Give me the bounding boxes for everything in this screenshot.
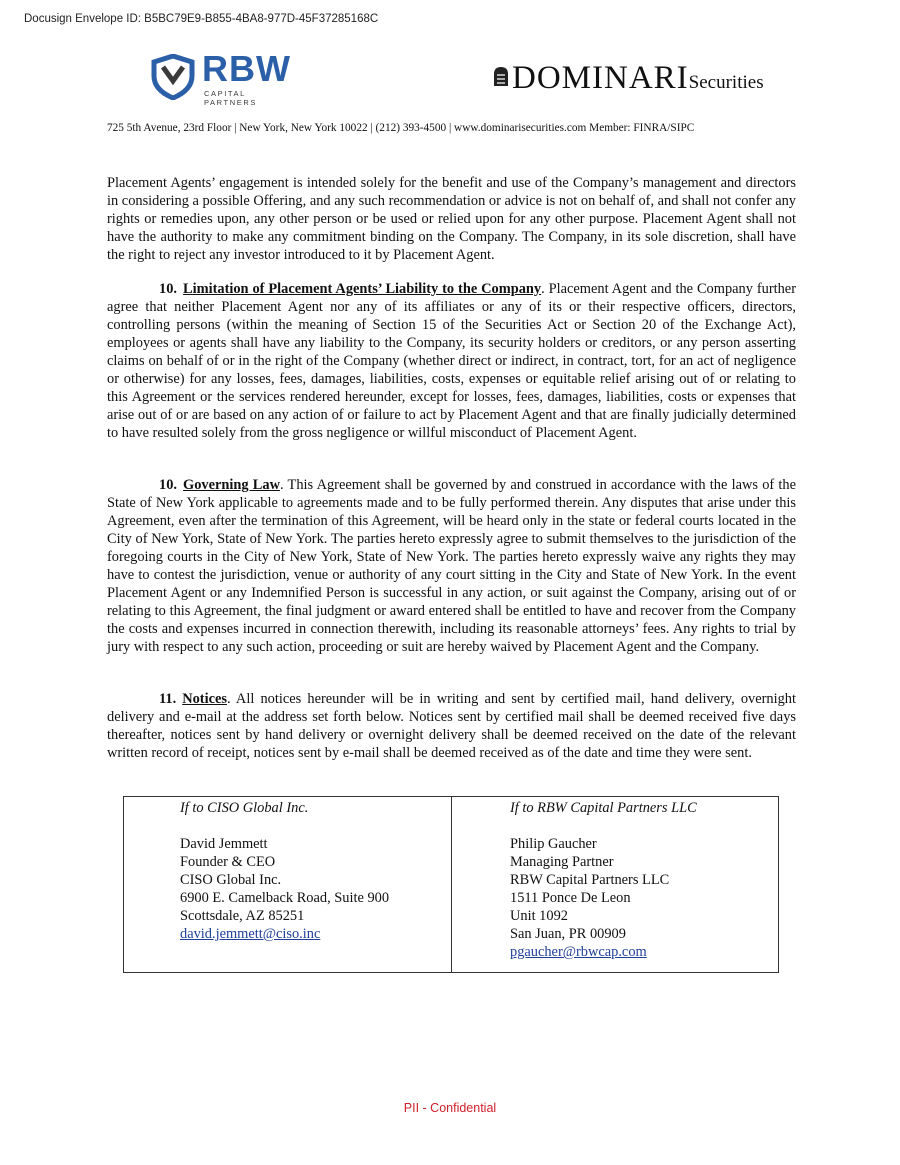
section-heading: Governing Law <box>183 477 280 493</box>
contact-name: David Jemmett <box>180 836 268 852</box>
section-text: . Placement Agent and the Company further agree that neither Placement Agent nor any of its affiliates or any of its or their respective officers, directors, controlling persons (within the meaning of Section 15 of the Securities Act or Section 20 of the Exchange Act), employees or agents shall have any liability to the Company, its security holders or creditors, or any person asserting claims on behalf of or in the right of the Company (whether direct or indirect, in contract, tort, for an act of negligence or otherwise) for any losses, fees, damages, liabilities, costs, expenses or equitable relief arising out of or relating to this Agreement or the services rendered hereunder, except for losses, fees, damages, liabilities, costs or expenses that arise out of or are based on any action of or failure to act by Placement Agent and that are finally judicially determined to have resulted solely from the gross negligence or willful misconduct of Placement Agent. <box>107 281 796 441</box>
paragraph-governing-law <box>107 476 796 656</box>
dominari-logo-suffix: Securities <box>688 72 764 93</box>
contact-title: Managing Partner <box>510 854 614 870</box>
letterhead-address: 725 5th Avenue, 23rd Floor | New York, New York 10022 | (212) 393-4500 | www.dominarisecurities.com Member: FINRA/SIPC <box>107 122 695 134</box>
dominari-logo-word: DOMINARI <box>512 60 689 96</box>
notices-address-table <box>123 796 779 973</box>
paragraph-intro: Placement Agents’ engagement is intended solely for the benefit and use of the Company’s management and directors in considering a possible Offering, and any such recommendation or advice is not on behalf of, and shall not confer any rights or remedies upon, any other person or be used or relied upon for any other purpose. Placement Agent shall not have the authority to make any commitment binding on the Company. The Company, in its sole discretion, shall have the right to reject any investor introduced to it by Placement Agent. <box>107 175 796 263</box>
contact-email-link[interactable]: david.jemmett@ciso.inc <box>180 926 321 942</box>
section-number: 10. <box>159 477 177 493</box>
section-heading: Notices <box>182 691 227 707</box>
contact-unit: Unit 1092 <box>510 908 568 924</box>
rbw-logo-subtitle: CAPITAL PARTNERS <box>204 89 257 107</box>
contact-title: Founder & CEO <box>180 854 276 870</box>
rbw-capital-partners-logo <box>150 48 300 107</box>
notice-heading: If to RBW Capital Partners LLC <box>510 800 697 816</box>
contact-city: Scottsdale, AZ 85251 <box>180 908 305 924</box>
section-text: . This Agreement shall be governed by and construed in accordance with the laws of the State of New York applicable to agreements made and to be fully performed therein. Any disputes that arise under this Agreement, even after the termination of this Agreement, will be heard only in the state or federal courts located in the City of New York, State of New York. The parties hereto expressly agree to submit themselves to the jurisdiction of the foregoing courts in the City of New York, State of New York. The parties hereto expressly waive any rights they may have to contest the jurisdiction, venue or authority of any court sitting in the City and State of New York. In the event Placement Agent or any Indemnified Person is successful in any action, or suit against the Company, arising out of or relating to this Agreement, the final judgment or award entered shall be entitled to have and recover from the Company the costs and expenses incurred in connection therewith, including its reasonable attorneys’ fees. Any rights to trial by jury with respect to any such action, proceeding or suit are hereby waived by Placement Agent and the Company. <box>107 477 796 655</box>
docusign-envelope-id: Docusign Envelope ID: B5BC79E9-B855-4BA8-977D-45F37285168C <box>24 13 379 25</box>
paragraph-limitation-liability <box>107 280 796 442</box>
contact-city: San Juan, PR 00909 <box>510 926 626 942</box>
section-number: 11. <box>159 691 177 707</box>
rbw-shield-icon <box>150 54 196 100</box>
notice-column-rbw <box>452 797 778 972</box>
notice-heading: If to CISO Global Inc. <box>180 800 309 816</box>
contact-company: CISO Global Inc. <box>180 872 282 888</box>
section-heading: Limitation of Placement Agents’ Liability to the Company <box>183 281 542 297</box>
contact-email-link[interactable]: pgaucher@rbwcap.com <box>510 944 647 960</box>
contact-street: 1511 Ponce De Leon <box>510 890 631 906</box>
contact-company: RBW Capital Partners LLC <box>510 872 670 888</box>
contact-street: 6900 E. Camelback Road, Suite 900 <box>180 890 390 906</box>
paragraph-notices <box>107 690 796 762</box>
lion-crest-icon <box>491 64 511 88</box>
section-text: . All notices hereunder will be in writing and sent by certified mail, hand delivery, overnight delivery and e-mail at the address set forth below. Notices sent by certified mail shall be deemed received five days thereafter, notices sent by hand delivery or overnight delivery shall be deemed received on the date of the relevant written record of receipt, notices sent by e-mail shall be deemed received as of the date and time they were sent. <box>107 691 796 761</box>
pii-confidential-footer: PII - Confidential <box>403 1101 497 1115</box>
notice-column-ciso <box>124 797 452 972</box>
dominari-securities-logo <box>491 60 764 96</box>
contact-name: Philip Gaucher <box>510 836 597 852</box>
rbw-logo-word: RBW <box>202 48 291 89</box>
section-number: 10. <box>159 281 177 297</box>
